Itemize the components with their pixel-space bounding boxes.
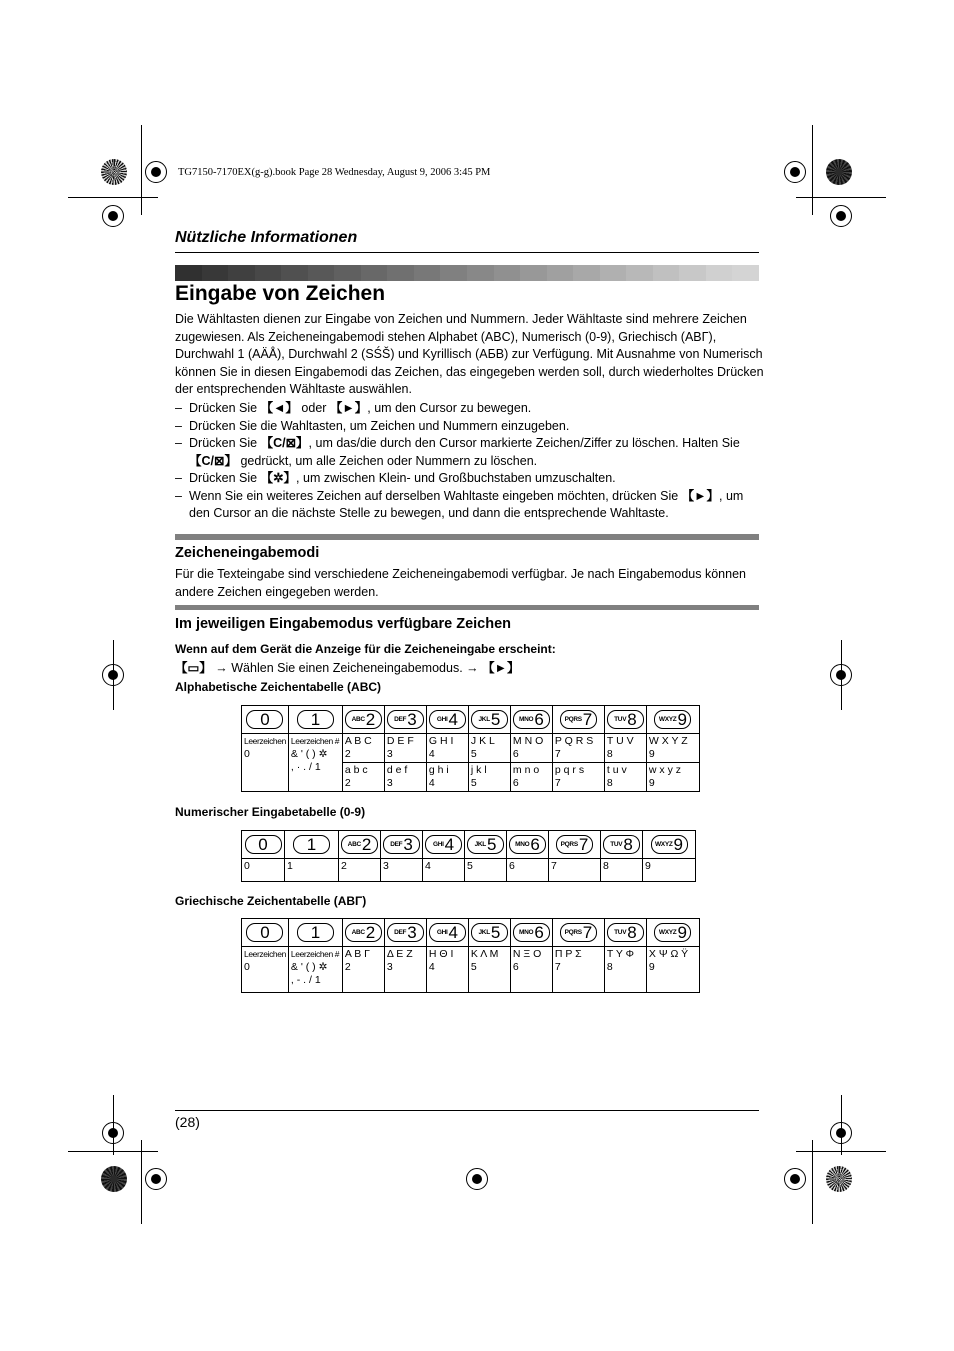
table-cell: 6 bbox=[507, 859, 549, 882]
modes-heading: Zeicheneingabemodi bbox=[175, 545, 320, 561]
dial-key-5-icon bbox=[467, 835, 504, 854]
key-letters: GHI bbox=[436, 716, 448, 723]
crop-line bbox=[841, 640, 842, 710]
key-cell bbox=[342, 919, 384, 947]
dial-key-0-icon bbox=[246, 923, 283, 942]
key-cell bbox=[468, 706, 510, 734]
key-cell bbox=[552, 706, 604, 734]
table-cell: Ν Ξ Ο 6 bbox=[510, 947, 552, 993]
key-digit: 0 bbox=[260, 923, 270, 942]
key-cell bbox=[426, 706, 468, 734]
left-key: 【◄】 bbox=[260, 401, 298, 415]
table-cell: Δ Ε Ζ 3 bbox=[384, 947, 426, 993]
table-cell: M N O 6 bbox=[510, 734, 552, 763]
dial-key-4-icon bbox=[429, 923, 466, 942]
key-letters: DEF bbox=[394, 716, 407, 723]
section-divider bbox=[175, 605, 759, 610]
key-digit: 8 bbox=[627, 710, 637, 729]
key-letters: PQRS bbox=[560, 841, 578, 848]
key-digit: 5 bbox=[490, 923, 501, 942]
key-digit: 7 bbox=[582, 923, 593, 942]
registration-mark-top-left bbox=[145, 161, 167, 183]
key-cell bbox=[552, 919, 604, 947]
key-digit: 6 bbox=[534, 710, 544, 729]
table-cell: g h i 4 bbox=[426, 763, 468, 792]
registration-mark-bottom-center bbox=[466, 1168, 488, 1190]
key-cell bbox=[468, 919, 510, 947]
table-cell: Π Ρ Σ 7 bbox=[552, 947, 604, 993]
crop-line bbox=[113, 640, 114, 710]
section-divider bbox=[175, 534, 759, 540]
list-item: – Drücken Sie die Wahltasten, um Zeichen und Nummern einzugeben. bbox=[175, 418, 765, 436]
key-digit: 3 bbox=[407, 710, 417, 729]
registration-mark-bottom-right bbox=[784, 1168, 806, 1190]
key-digit: 1 bbox=[306, 835, 317, 854]
key-digit: 4 bbox=[448, 710, 458, 729]
registration-sunburst-bottom-right bbox=[826, 1166, 852, 1192]
table-cell: 5 bbox=[465, 859, 507, 882]
dial-key-0-icon bbox=[245, 835, 282, 854]
key-cell bbox=[339, 831, 381, 859]
registration-mark-bottom-left bbox=[145, 1168, 167, 1190]
footer-rule bbox=[175, 1110, 759, 1111]
key-letters: MNO bbox=[515, 841, 530, 848]
key-letters: TUV bbox=[610, 841, 623, 848]
instruction-line: 【▭】 → Wählen Sie einen Zeicheneingabemodus. → 【►】 bbox=[175, 661, 520, 675]
key-digit: 0 bbox=[260, 710, 270, 729]
table-cell: A B C 2 bbox=[342, 734, 384, 763]
abc-character-table bbox=[241, 705, 700, 792]
table-cell: Χ Ψ Ω Ϋ 9 bbox=[646, 947, 699, 993]
table-cell: m n o 6 bbox=[510, 763, 552, 792]
table-cell: Leerzeichen 0 bbox=[242, 734, 289, 792]
key-letters: WXYZ bbox=[654, 841, 673, 848]
key-cell bbox=[465, 831, 507, 859]
table-cell: 0 bbox=[242, 859, 285, 882]
key-letters: PQRS bbox=[564, 716, 582, 723]
instruction-bold: Wenn auf dem Gerät die Anzeige für die Zeicheneingabe erscheint: bbox=[175, 642, 556, 656]
key-cell bbox=[604, 706, 646, 734]
key-cell bbox=[288, 919, 342, 947]
numeric-character-table bbox=[241, 830, 696, 882]
key-cell bbox=[601, 831, 643, 859]
key-letters: PQRS bbox=[564, 929, 582, 936]
key-cell bbox=[285, 831, 339, 859]
dial-key-9-icon bbox=[654, 710, 691, 729]
key-letters: JKL bbox=[478, 716, 490, 723]
table-cell: p q r s 7 bbox=[552, 763, 604, 792]
key-letters: GHI bbox=[436, 929, 448, 936]
header-rule bbox=[175, 252, 759, 253]
dial-key-1-icon bbox=[293, 835, 330, 854]
key-letters: WXYZ bbox=[658, 929, 677, 936]
key-letters: DEF bbox=[390, 841, 403, 848]
registration-sunburst-top-left bbox=[101, 159, 127, 185]
dial-key-1-icon bbox=[297, 923, 334, 942]
dial-key-3-icon bbox=[387, 923, 424, 942]
key-cell bbox=[426, 919, 468, 947]
crop-line bbox=[812, 125, 813, 215]
key-cell bbox=[549, 831, 601, 859]
table-cell: Leerzeichen 0 bbox=[242, 947, 289, 993]
table-cell: t u v 8 bbox=[604, 763, 646, 792]
table-cell: D E F 3 bbox=[384, 734, 426, 763]
key-cell bbox=[646, 919, 699, 947]
table-cell: w x y z 9 bbox=[646, 763, 699, 792]
registration-mark-right-upper bbox=[830, 205, 852, 227]
key-cell bbox=[242, 831, 285, 859]
key-digit: 9 bbox=[677, 923, 687, 942]
dial-key-6-icon bbox=[513, 923, 550, 942]
print-header: TG7150-7170EX(g-g).book Page 28 Wednesday, August 9, 2006 3:45 PM bbox=[178, 167, 491, 178]
table-cell: W X Y Z 9 bbox=[646, 734, 699, 763]
key-cell bbox=[643, 831, 696, 859]
key-letters: ABC bbox=[351, 716, 365, 723]
key-cell bbox=[384, 706, 426, 734]
table-cell: 7 bbox=[549, 859, 601, 882]
key-letters: ABC bbox=[351, 929, 365, 936]
table-title-greek: Griechische Zeichentabelle (ΑΒΓ) bbox=[175, 894, 367, 908]
dial-key-8-icon bbox=[607, 923, 644, 942]
table-cell: Leerzeichen # & ' ( ) ✲ , - . / 1 bbox=[288, 947, 342, 993]
key-digit: 5 bbox=[486, 835, 497, 854]
dial-key-8-icon bbox=[603, 835, 640, 854]
key-cell bbox=[507, 831, 549, 859]
key-cell bbox=[604, 919, 646, 947]
greek-character-table bbox=[241, 918, 700, 993]
table-cell: 9 bbox=[643, 859, 696, 882]
key-letters: ABC bbox=[347, 841, 361, 848]
menu-key: 【▭】 bbox=[175, 661, 212, 675]
dial-key-5-icon bbox=[471, 710, 508, 729]
table-cell: T U V 8 bbox=[604, 734, 646, 763]
key-letters: DEF bbox=[394, 929, 407, 936]
dial-key-5-icon bbox=[471, 923, 508, 942]
table-cell: 8 bbox=[601, 859, 643, 882]
intro-paragraph: Die Wähltasten dienen zur Eingabe von Zeichen und Nummern. Jeder Wähltaste sind mehrere Zeichen zugewiesen. Als Zeicheneingabemodi stehen Alphabet (ABC), Numerisch (0-9), Griechisch (ΑΒΓ), Durchwahl 1 (AÄÅ), Durchwahl 2 (SŚŠ) und Kyrillisch (АБВ) zur Verfügung. Mit Ausnahme von Numerisch können Sie in diesen Eingabemodi das Zeichen, das eingegeben werden soll, durch wiederholtes Drücken der entsprechenden Wähltaste auswählen. bbox=[175, 312, 764, 396]
dial-key-3-icon bbox=[387, 710, 424, 729]
table-title-abc: Alphabetische Zeichentabelle (ABC) bbox=[175, 680, 382, 694]
table-cell: G H I 4 bbox=[426, 734, 468, 763]
crop-line bbox=[113, 1095, 114, 1155]
table-cell: 3 bbox=[381, 859, 423, 882]
table-cell: P Q R S 7 bbox=[552, 734, 604, 763]
instructions-list bbox=[175, 400, 765, 523]
dial-key-9-icon bbox=[651, 835, 688, 854]
key-digit: 3 bbox=[403, 835, 413, 854]
key-cell bbox=[242, 919, 289, 947]
key-row bbox=[242, 706, 700, 734]
key-digit: 2 bbox=[365, 923, 376, 942]
table-cell: 1 bbox=[285, 859, 339, 882]
list-item: – Wenn Sie ein weiteres Zeichen auf derselben Wahltaste eingeben möchten, drücken Sie 【►】, um den Cursor an die nächste Stelle zu bewegen, und dann die entsprechende Wahltaste. bbox=[175, 488, 765, 523]
key-digit: 1 bbox=[310, 923, 321, 942]
key-digit: 4 bbox=[448, 923, 458, 942]
crop-line bbox=[796, 197, 886, 198]
right-key: 【►】 bbox=[482, 661, 520, 675]
key-digit: 3 bbox=[407, 923, 417, 942]
table-cell: J K L 5 bbox=[468, 734, 510, 763]
section-label: Nützliche Informationen bbox=[175, 229, 358, 246]
key-digit: 1 bbox=[310, 710, 321, 729]
crop-line bbox=[141, 125, 142, 215]
list-item: – Drücken Sie 【◄】 oder 【►】, um den Cursor zu bewegen. bbox=[175, 400, 765, 418]
registration-sunburst-top-right bbox=[826, 159, 852, 185]
table-cell: 2 bbox=[339, 859, 381, 882]
dial-key-0-icon bbox=[246, 710, 283, 729]
key-digit: 6 bbox=[530, 835, 540, 854]
title-gradient-bar bbox=[175, 265, 759, 281]
key-digit: 7 bbox=[582, 710, 593, 729]
table-title-numeric: Numerischer Eingabetabelle (0-9) bbox=[175, 805, 366, 819]
right-key: 【►】 bbox=[329, 401, 368, 415]
dial-key-2-icon bbox=[345, 710, 382, 729]
page-number: (28) bbox=[175, 1114, 200, 1130]
star-key: 【✲】 bbox=[260, 471, 297, 485]
registration-mark-left-upper bbox=[102, 205, 124, 227]
page-title: Eingabe von Zeichen bbox=[175, 282, 386, 305]
key-row bbox=[242, 831, 696, 859]
key-cell bbox=[510, 706, 552, 734]
key-cell bbox=[288, 706, 342, 734]
crop-line bbox=[841, 1095, 842, 1155]
dial-key-1-icon bbox=[297, 710, 334, 729]
dial-key-4-icon bbox=[425, 835, 462, 854]
key-digit: 2 bbox=[365, 710, 376, 729]
key-letters: GHI bbox=[432, 841, 444, 848]
key-digit: 2 bbox=[361, 835, 372, 854]
table-cell: d e f 3 bbox=[384, 763, 426, 792]
dial-key-9-icon bbox=[654, 923, 691, 942]
key-cell bbox=[242, 706, 289, 734]
key-letters: MNO bbox=[519, 716, 534, 723]
key-row bbox=[242, 919, 700, 947]
key-cell bbox=[423, 831, 465, 859]
registration-sunburst-bottom-left bbox=[101, 1166, 127, 1192]
table-cell: Τ Υ Φ 8 bbox=[604, 947, 646, 993]
available-heading: Im jeweiligen Eingabemodus verfügbare Zeichen bbox=[175, 616, 511, 632]
key-digit: 7 bbox=[578, 835, 589, 854]
list-item: – Drücken Sie 【✲】, um zwischen Klein- und Großbuchstaben umzuschalten. bbox=[175, 470, 765, 488]
key-digit: 4 bbox=[444, 835, 455, 854]
key-digit: 8 bbox=[623, 835, 633, 854]
crop-line bbox=[141, 1140, 142, 1224]
key-digit: 0 bbox=[258, 835, 268, 854]
clear-key: 【C/⊠】 bbox=[260, 436, 309, 450]
dial-key-7-icon bbox=[556, 835, 593, 854]
dial-key-2-icon bbox=[341, 835, 378, 854]
table-cell: j k l 5 bbox=[468, 763, 510, 792]
table-cell: a b c 2 bbox=[342, 763, 384, 792]
key-letters: JKL bbox=[474, 841, 486, 848]
registration-mark-top-right bbox=[784, 161, 806, 183]
dial-key-6-icon bbox=[509, 835, 546, 854]
dial-key-4-icon bbox=[429, 710, 466, 729]
dial-key-6-icon bbox=[513, 710, 550, 729]
list-item: – Drücken Sie 【C/⊠】, um das/die durch den Cursor markierte Zeichen/Ziffer zu löschen. Halten Sie 【C/⊠】 gedrückt, um alle Zeichen oder Nummern zu löschen. bbox=[175, 435, 765, 470]
key-letters: WXYZ bbox=[658, 716, 677, 723]
dial-key-8-icon bbox=[607, 710, 644, 729]
table-cell: Κ Λ Μ 5 bbox=[468, 947, 510, 993]
key-digit: 9 bbox=[673, 835, 684, 854]
key-letters: TUV bbox=[614, 929, 627, 936]
key-digit: 9 bbox=[677, 710, 687, 729]
dial-key-7-icon bbox=[560, 710, 597, 729]
key-digit: 8 bbox=[627, 923, 637, 942]
modes-paragraph: Für die Texteingabe sind verschiedene Zeicheneingabemodi verfügbar. Je nach Eingabemodus können andere Zeichen eingegeben werden. bbox=[175, 567, 746, 599]
key-digit: 6 bbox=[534, 923, 544, 942]
table-cell: Leerzeichen # & ' ( ) ✲ , · . / 1 bbox=[288, 734, 342, 792]
key-letters: MNO bbox=[519, 929, 534, 936]
key-cell bbox=[342, 706, 384, 734]
crop-line bbox=[812, 1140, 813, 1224]
clear-key: 【C/⊠】 bbox=[189, 453, 237, 468]
right-key: 【►】 bbox=[681, 488, 720, 503]
dial-key-2-icon bbox=[345, 923, 382, 942]
table-cell: Α Β Γ 2 bbox=[342, 947, 384, 993]
key-digit: 5 bbox=[490, 710, 501, 729]
key-cell bbox=[384, 919, 426, 947]
key-cell bbox=[646, 706, 699, 734]
table-cell: 4 bbox=[423, 859, 465, 882]
table-cell: Η Θ Ι 4 bbox=[426, 947, 468, 993]
crop-line bbox=[68, 197, 158, 198]
key-cell bbox=[381, 831, 423, 859]
key-letters: TUV bbox=[614, 716, 627, 723]
key-cell bbox=[510, 919, 552, 947]
dial-key-7-icon bbox=[560, 923, 597, 942]
dial-key-3-icon bbox=[383, 835, 420, 854]
key-letters: JKL bbox=[478, 929, 490, 936]
